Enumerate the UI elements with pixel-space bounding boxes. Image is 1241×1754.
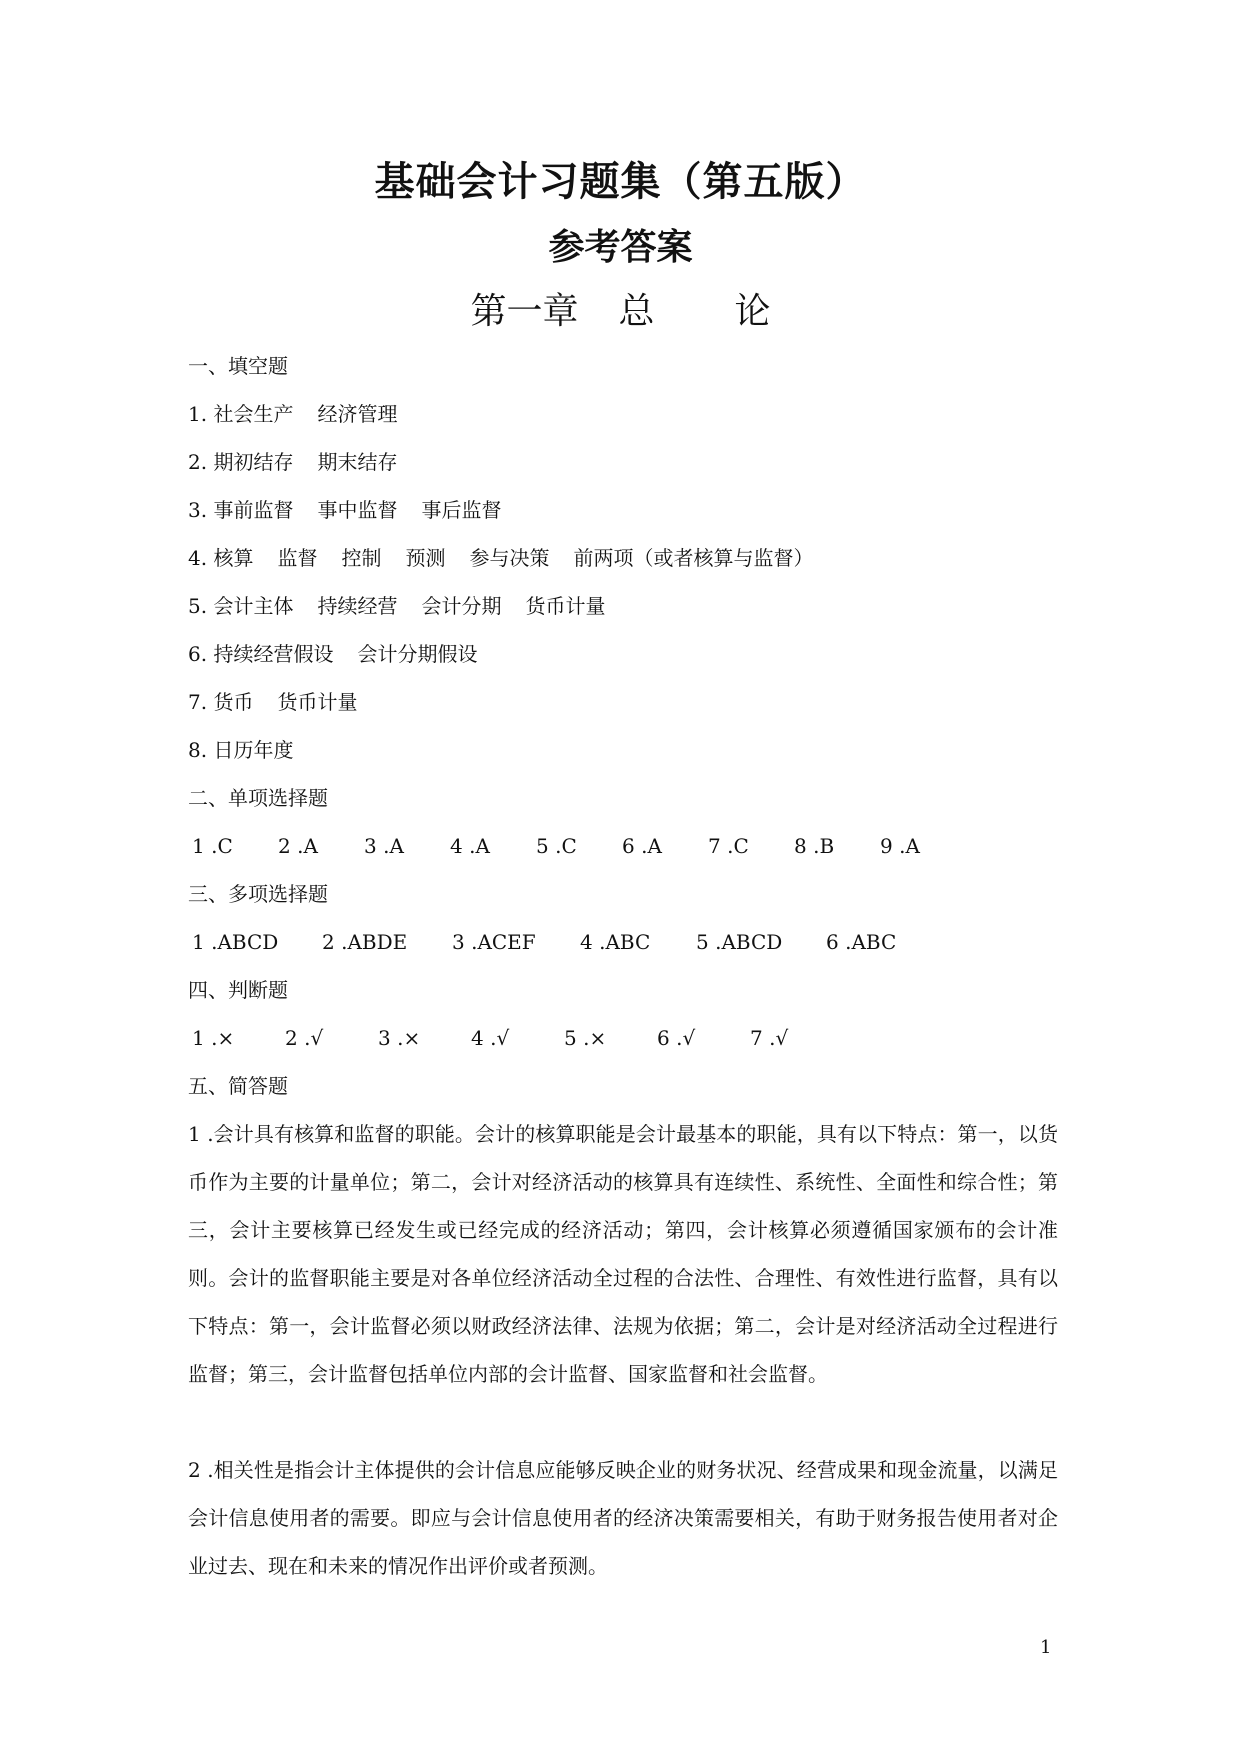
- short-answer-1: 1 .会计具有核算和监督的职能。会计的核算职能是会计最基本的职能，具有以下特点：第一，以货币作为主要的计量单位；第二，会计对经济活动的核算具有连续性、系统性、全面性和综合性；第三，会计主要核算已经发生或已经完成的经济活动；第四，会计核算必须遵循国家颁布的会计准则。会计的监督职能主要是对各单位经济活动全过程的合法性、合理性、有效性进行监督，具有以下特点：第一，会计监督必须以财政经济法律、法规为依据；第二，会计是对经济活动全过程进行监督；第三，会计监督包括单位内部的会计监督、国家监督和社会监督。: [188, 1122, 1058, 1386]
- fill-answer-3: 3. 事前监督 事中监督 事后监督: [188, 498, 502, 522]
- fill-answer-7: 7. 货币 货币计量: [188, 690, 358, 714]
- fill-answer-4: 4. 核算 监督 控制 预测 参与决策 前两项（或者核算与监督）: [188, 546, 814, 570]
- answer-item: 3 .A: [364, 834, 404, 858]
- answer-item: 2 .ABDE: [322, 930, 408, 954]
- answer-item: 8 .B: [794, 834, 835, 858]
- answer-item: 2 .√: [285, 1026, 324, 1050]
- answer-item: 1 .ABCD: [192, 930, 279, 954]
- document-subtitle: 参考答案: [548, 226, 693, 268]
- answer-item: 1 .C: [192, 834, 233, 858]
- section-heading-judge: 四、判断题: [188, 978, 288, 1002]
- page-number: 1: [1040, 1637, 1052, 1658]
- answer-item: 9 .A: [880, 834, 920, 858]
- answer-item: 1 .×: [192, 1026, 235, 1050]
- judgement-answers: [192, 1024, 810, 1052]
- answer-item: 6 .A: [622, 834, 662, 858]
- answer-item: 4 .A: [450, 834, 490, 858]
- fill-answer-1: 1. 社会生产 经济管理: [188, 402, 398, 426]
- answer-item: 2 .A: [278, 834, 318, 858]
- chapter-number: 第一章: [470, 291, 579, 332]
- section-heading-single: 二、单项选择题: [188, 786, 328, 810]
- answer-item: 7 .C: [708, 834, 749, 858]
- answer-item: 6 .√: [657, 1026, 696, 1050]
- single-choice-answers: [192, 832, 940, 860]
- answer-item: 3 .×: [378, 1026, 421, 1050]
- answer-item: 4 .ABC: [580, 930, 651, 954]
- answer-item: 4 .√: [471, 1026, 510, 1050]
- fill-answer-5: 5. 会计主体 持续经营 会计分期 货币计量: [188, 594, 606, 618]
- fill-answer-8: 8. 日历年度: [188, 738, 294, 762]
- section-heading-short: 五、简答题: [188, 1074, 288, 1098]
- short-answer-2: 2 .相关性是指会计主体提供的会计信息应能够反映企业的财务状况、经营成果和现金流量，以满足会计信息使用者的需要。即应与会计信息使用者的经济决策需要相关，有助于财务报告使用者对企业过去、现在和未来的情况作出评价或者预测。: [188, 1458, 1058, 1578]
- fill-answer-2: 2. 期初结存 期末结存: [188, 450, 398, 474]
- answer-item: 5 .ABCD: [696, 930, 783, 954]
- section-heading-multiple: 三、多项选择题: [188, 882, 328, 906]
- answer-item: 5 .C: [536, 834, 577, 858]
- answer-item: 3 .ACEF: [452, 930, 536, 954]
- answer-item: 5 .×: [564, 1026, 607, 1050]
- document-title: 基础会计习题集（第五版）: [374, 158, 867, 205]
- answer-item: 7 .√: [750, 1026, 789, 1050]
- multiple-choice-answers: [192, 928, 926, 956]
- chapter-title-char-2: 论: [734, 291, 771, 332]
- section-heading-fill: 一、填空题: [188, 354, 288, 378]
- fill-answer-6: 6. 持续经营假设 会计分期假设: [188, 642, 478, 666]
- chapter-title-char-1: 总: [618, 291, 655, 332]
- answer-item: 6 .ABC: [826, 930, 897, 954]
- chapter-heading: [0, 290, 1241, 334]
